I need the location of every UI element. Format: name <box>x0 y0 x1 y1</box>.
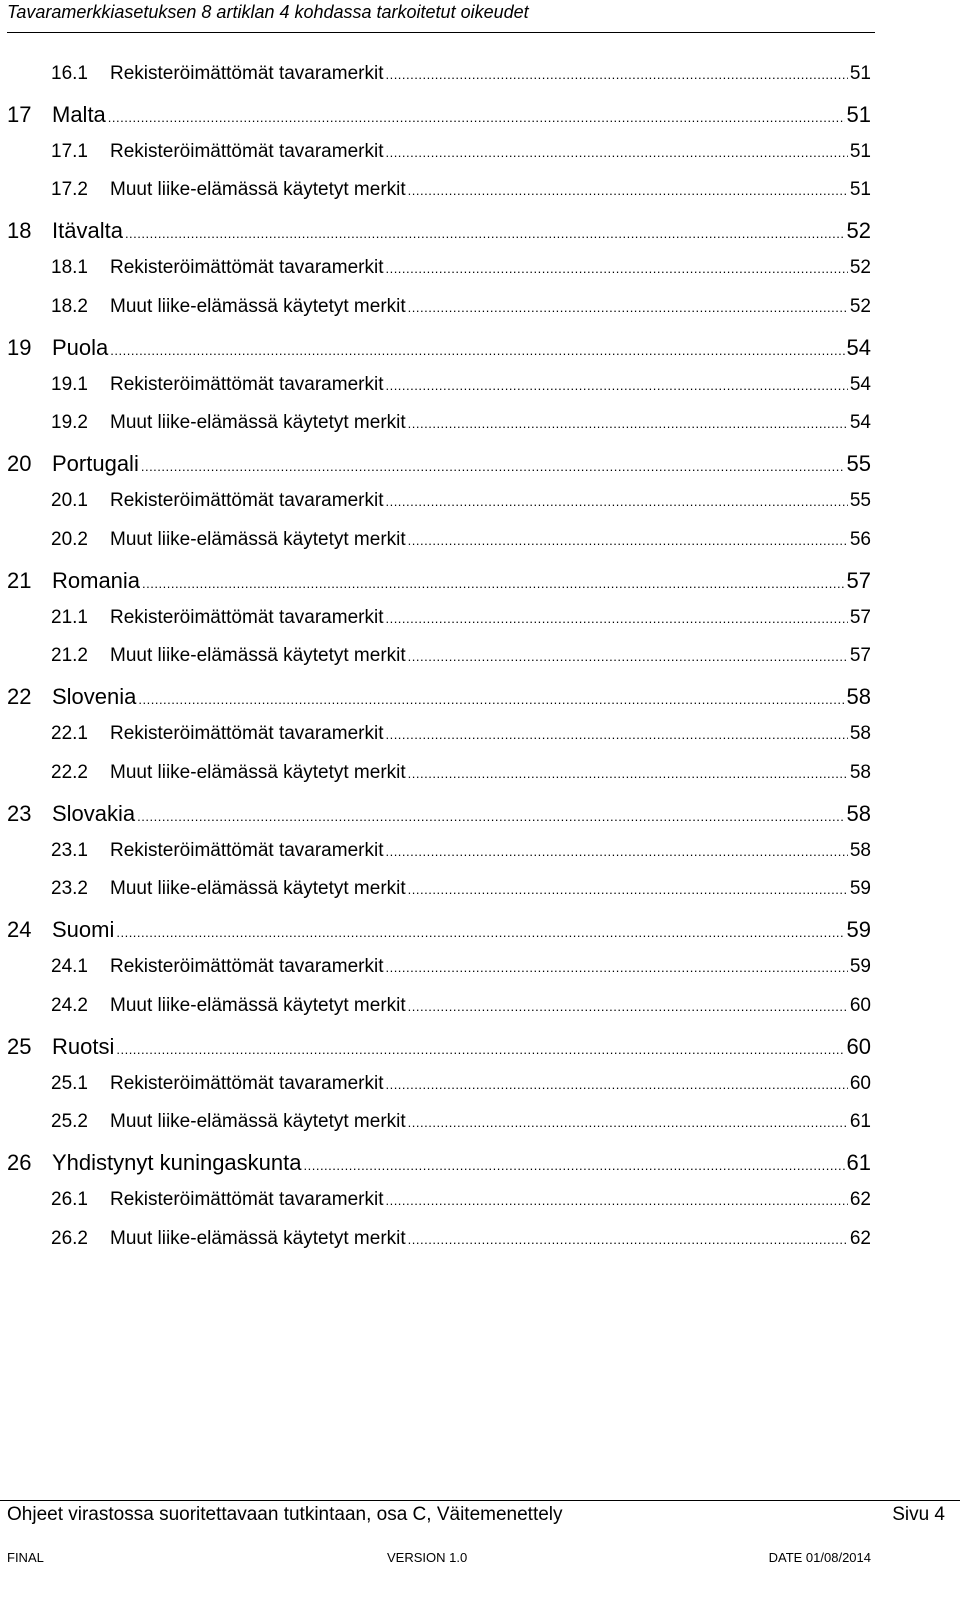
toc-leader-dots <box>137 809 844 824</box>
toc-entry[interactable] <box>7 296 871 335</box>
toc-entry-page: 51 <box>849 140 871 162</box>
toc-entry-title: Muut liike-elämässä käytetyt merkit <box>110 645 406 667</box>
toc-entry-page: 58 <box>846 800 871 826</box>
toc-entry-number: 18 <box>7 218 32 244</box>
toc-entry-number: 19.2 <box>51 412 88 434</box>
toc-entry[interactable] <box>7 1150 871 1189</box>
toc-entry[interactable] <box>7 1228 871 1267</box>
toc-entry-page: 52 <box>849 295 871 317</box>
toc-leader-dots <box>116 1042 844 1057</box>
toc-entry-number: 18.2 <box>51 295 88 317</box>
toc-entry[interactable] <box>7 762 871 801</box>
toc-entry-number: 24 <box>7 917 32 943</box>
toc-entry-number: 24.2 <box>51 994 88 1016</box>
toc-entry-number: 16.1 <box>51 63 88 84</box>
toc-leader-dots <box>125 226 845 241</box>
toc-entry[interactable] <box>7 840 871 879</box>
toc-entry-title: Ruotsi <box>52 1033 115 1059</box>
toc-leader-dots <box>304 1158 845 1173</box>
toc-entry-page: 52 <box>846 218 871 244</box>
toc-leader-dots <box>385 727 847 742</box>
toc-entry-number: 25.2 <box>51 1111 88 1133</box>
toc-entry-number: 24.1 <box>51 956 88 978</box>
toc-entry-page: 62 <box>849 1189 871 1211</box>
toc-entry[interactable] <box>7 374 871 413</box>
toc-entry-number: 19.1 <box>51 373 88 395</box>
toc-entry[interactable] <box>7 1189 871 1228</box>
toc-entry[interactable] <box>7 723 871 762</box>
footer-meta <box>7 1548 871 1568</box>
toc-entry-number: 26.2 <box>51 1227 88 1249</box>
toc-entry-page: 54 <box>846 334 871 360</box>
toc-leader-dots <box>408 766 848 781</box>
toc-entry[interactable] <box>7 335 871 374</box>
toc-entry[interactable] <box>7 141 871 180</box>
toc-entry-title: Slovenia <box>52 684 137 710</box>
toc-entry-page: 60 <box>849 994 871 1016</box>
toc-entry-title: Rekisteröimättömät tavaramerkit <box>110 490 384 512</box>
toc-entry-page: 60 <box>849 1072 871 1094</box>
toc-entry-number: 20.2 <box>51 528 88 550</box>
toc-leader-dots <box>385 1077 847 1092</box>
toc-entry-number: 22 <box>7 684 32 710</box>
toc-leader-dots <box>385 261 847 276</box>
toc-entry-title: Muut liike-elämässä käytetyt merkit <box>110 295 406 317</box>
toc-entry[interactable] <box>7 1034 871 1073</box>
toc-entry[interactable] <box>7 179 871 218</box>
toc-entry-page: 51 <box>849 63 871 84</box>
toc-entry-title: Rekisteröimättömät tavaramerkit <box>110 1072 384 1094</box>
toc-entry-page: 61 <box>846 1150 871 1176</box>
toc-entry-number: 25 <box>7 1033 32 1059</box>
toc-leader-dots <box>408 882 848 897</box>
toc-leader-dots <box>116 925 844 940</box>
toc-entry-page: 58 <box>849 839 871 861</box>
toc-entry[interactable] <box>7 451 871 490</box>
toc-entry-page: 58 <box>846 684 871 710</box>
toc-entry-number: 23 <box>7 800 32 826</box>
toc-entry-number: 21 <box>7 567 32 593</box>
toc-entry-page: 54 <box>849 373 871 395</box>
toc-entry[interactable] <box>7 257 871 296</box>
toc-leader-dots <box>385 960 847 975</box>
toc-leader-dots <box>408 416 848 431</box>
toc-entry-title: Rekisteröimättömät tavaramerkit <box>110 723 384 745</box>
toc-entry[interactable] <box>7 684 871 723</box>
toc-entry[interactable] <box>7 568 871 607</box>
toc-leader-dots <box>408 999 848 1014</box>
toc-entry-title: Muut liike-elämässä käytetyt merkit <box>110 528 406 550</box>
toc-leader-dots <box>408 183 848 198</box>
toc-entry-title: Malta <box>52 101 106 127</box>
toc-entry[interactable] <box>7 412 871 451</box>
toc-entry-page: 58 <box>849 761 871 783</box>
toc-entry-page: 59 <box>846 917 871 943</box>
toc-leader-dots <box>142 576 844 591</box>
toc-entry-number: 21.1 <box>51 606 88 628</box>
toc-entry-page: 55 <box>849 490 871 512</box>
toc-entry-title: Rekisteröimättömät tavaramerkit <box>110 373 384 395</box>
toc-entry-title: Puola <box>52 334 109 360</box>
toc-entry-page: 59 <box>849 878 871 900</box>
toc-leader-dots <box>408 1232 848 1247</box>
toc-leader-dots <box>385 1193 847 1208</box>
toc-entry-page: 52 <box>849 257 871 279</box>
toc-leader-dots <box>408 300 848 315</box>
toc-entry-page: 62 <box>849 1227 871 1249</box>
toc-entry-number: 17.1 <box>51 140 88 162</box>
toc-entry-title: Rekisteröimättömät tavaramerkit <box>110 839 384 861</box>
toc-leader-dots <box>385 494 847 509</box>
toc-entry-page: 51 <box>849 179 871 201</box>
toc-entry-title: Portugali <box>52 451 139 477</box>
toc-entry[interactable] <box>7 801 871 840</box>
toc-entry-number: 22.2 <box>51 761 88 783</box>
toc-entry-page: 59 <box>849 956 871 978</box>
toc-leader-dots <box>408 649 848 664</box>
toc-entry[interactable] <box>7 490 871 529</box>
toc-entry-page: 54 <box>849 412 871 434</box>
toc-entry-number: 26.1 <box>51 1189 88 1211</box>
toc-entry-title: Slovakia <box>52 800 136 826</box>
toc-entry-page: 55 <box>846 451 871 477</box>
toc-entry[interactable] <box>7 607 871 646</box>
toc-entry-page: 51 <box>846 101 871 127</box>
toc-entry-number: 23.1 <box>51 839 88 861</box>
toc-leader-dots <box>385 844 847 859</box>
toc-entry-title: Muut liike-elämässä käytetyt merkit <box>110 1111 406 1133</box>
toc-entry-number: 20 <box>7 451 32 477</box>
toc-entry-page: 57 <box>849 645 871 667</box>
toc-entry-title: Muut liike-elämässä käytetyt merkit <box>110 994 406 1016</box>
toc-entry[interactable] <box>7 878 871 917</box>
header-title: Tavaramerkkiasetuksen 8 artiklan 4 kohdassa tarkoitetut oikeudet <box>7 2 529 22</box>
footer-page-number: Sivu 4 <box>892 1504 945 1525</box>
toc-entry[interactable] <box>7 102 871 141</box>
toc-entry-number: 26 <box>7 1150 32 1176</box>
toc-entry-title: Muut liike-elämässä käytetyt merkit <box>110 179 406 201</box>
toc-entry-number: 20.1 <box>51 490 88 512</box>
toc-entry-title: Romania <box>52 567 141 593</box>
toc-entry-title: Rekisteröimättömät tavaramerkit <box>110 63 384 84</box>
footer-date: DATE 01/08/2014 <box>768 1550 871 1565</box>
toc-entry-number: 17.2 <box>51 179 88 201</box>
toc-entry-title: Muut liike-elämässä käytetyt merkit <box>110 761 406 783</box>
toc-entry-title: Rekisteröimättömät tavaramerkit <box>110 140 384 162</box>
toc-entry-title: Muut liike-elämässä käytetyt merkit <box>110 412 406 434</box>
footer-document-title: Ohjeet virastossa suoritettavaan tutkintaan, osa C, Väitemenettely <box>7 1504 563 1525</box>
toc-leader-dots <box>385 378 847 393</box>
toc-entry[interactable] <box>7 995 871 1034</box>
toc-entry-number: 21.2 <box>51 645 88 667</box>
toc-leader-dots <box>385 145 847 160</box>
toc-leader-dots <box>385 67 847 82</box>
toc-entry-page: 56 <box>849 528 871 550</box>
footer-version: VERSION 1.0 <box>387 1550 468 1565</box>
toc-entry[interactable] <box>7 956 871 995</box>
toc-entry-number: 17 <box>7 101 32 127</box>
toc-entry-title: Muut liike-elämässä käytetyt merkit <box>110 878 406 900</box>
table-of-contents <box>7 63 871 1267</box>
toc-entry[interactable] <box>7 63 871 102</box>
toc-entry[interactable] <box>7 645 871 684</box>
toc-entry-title: Itävalta <box>52 218 123 244</box>
toc-leader-dots <box>408 533 848 548</box>
toc-entry-title: Muut liike-elämässä käytetyt merkit <box>110 1227 406 1249</box>
toc-entry[interactable] <box>7 218 871 257</box>
toc-leader-dots <box>108 110 845 125</box>
toc-entry[interactable] <box>7 529 871 568</box>
toc-entry-title: Rekisteröimättömät tavaramerkit <box>110 956 384 978</box>
toc-entry-number: 25.1 <box>51 1072 88 1094</box>
toc-entry[interactable] <box>7 917 871 956</box>
toc-entry-number: 22.1 <box>51 723 88 745</box>
toc-leader-dots <box>408 1115 848 1130</box>
toc-entry[interactable] <box>7 1111 871 1150</box>
toc-leader-dots <box>138 692 844 707</box>
toc-entry-number: 23.2 <box>51 878 88 900</box>
toc-entry-title: Rekisteröimättömät tavaramerkit <box>110 606 384 628</box>
toc-entry[interactable] <box>7 1073 871 1112</box>
toc-entry-title: Rekisteröimättömät tavaramerkit <box>110 1189 384 1211</box>
toc-entry-page: 61 <box>849 1111 871 1133</box>
footer-status: FINAL <box>7 1550 44 1565</box>
toc-entry-page: 57 <box>846 567 871 593</box>
toc-entry-page: 58 <box>849 723 871 745</box>
toc-leader-dots <box>385 611 847 626</box>
toc-entry-title: Suomi <box>52 917 115 943</box>
toc-leader-dots <box>110 343 844 358</box>
toc-entry-number: 19 <box>7 334 32 360</box>
toc-entry-page: 60 <box>846 1033 871 1059</box>
toc-entry-title: Rekisteröimättömät tavaramerkit <box>110 257 384 279</box>
toc-entry-page: 57 <box>849 606 871 628</box>
toc-entry-title: Yhdistynyt kuningaskunta <box>52 1150 302 1176</box>
toc-leader-dots <box>141 459 845 474</box>
toc-entry-number: 18.1 <box>51 257 88 279</box>
footer-divider <box>0 1500 960 1501</box>
page-header <box>7 0 875 33</box>
